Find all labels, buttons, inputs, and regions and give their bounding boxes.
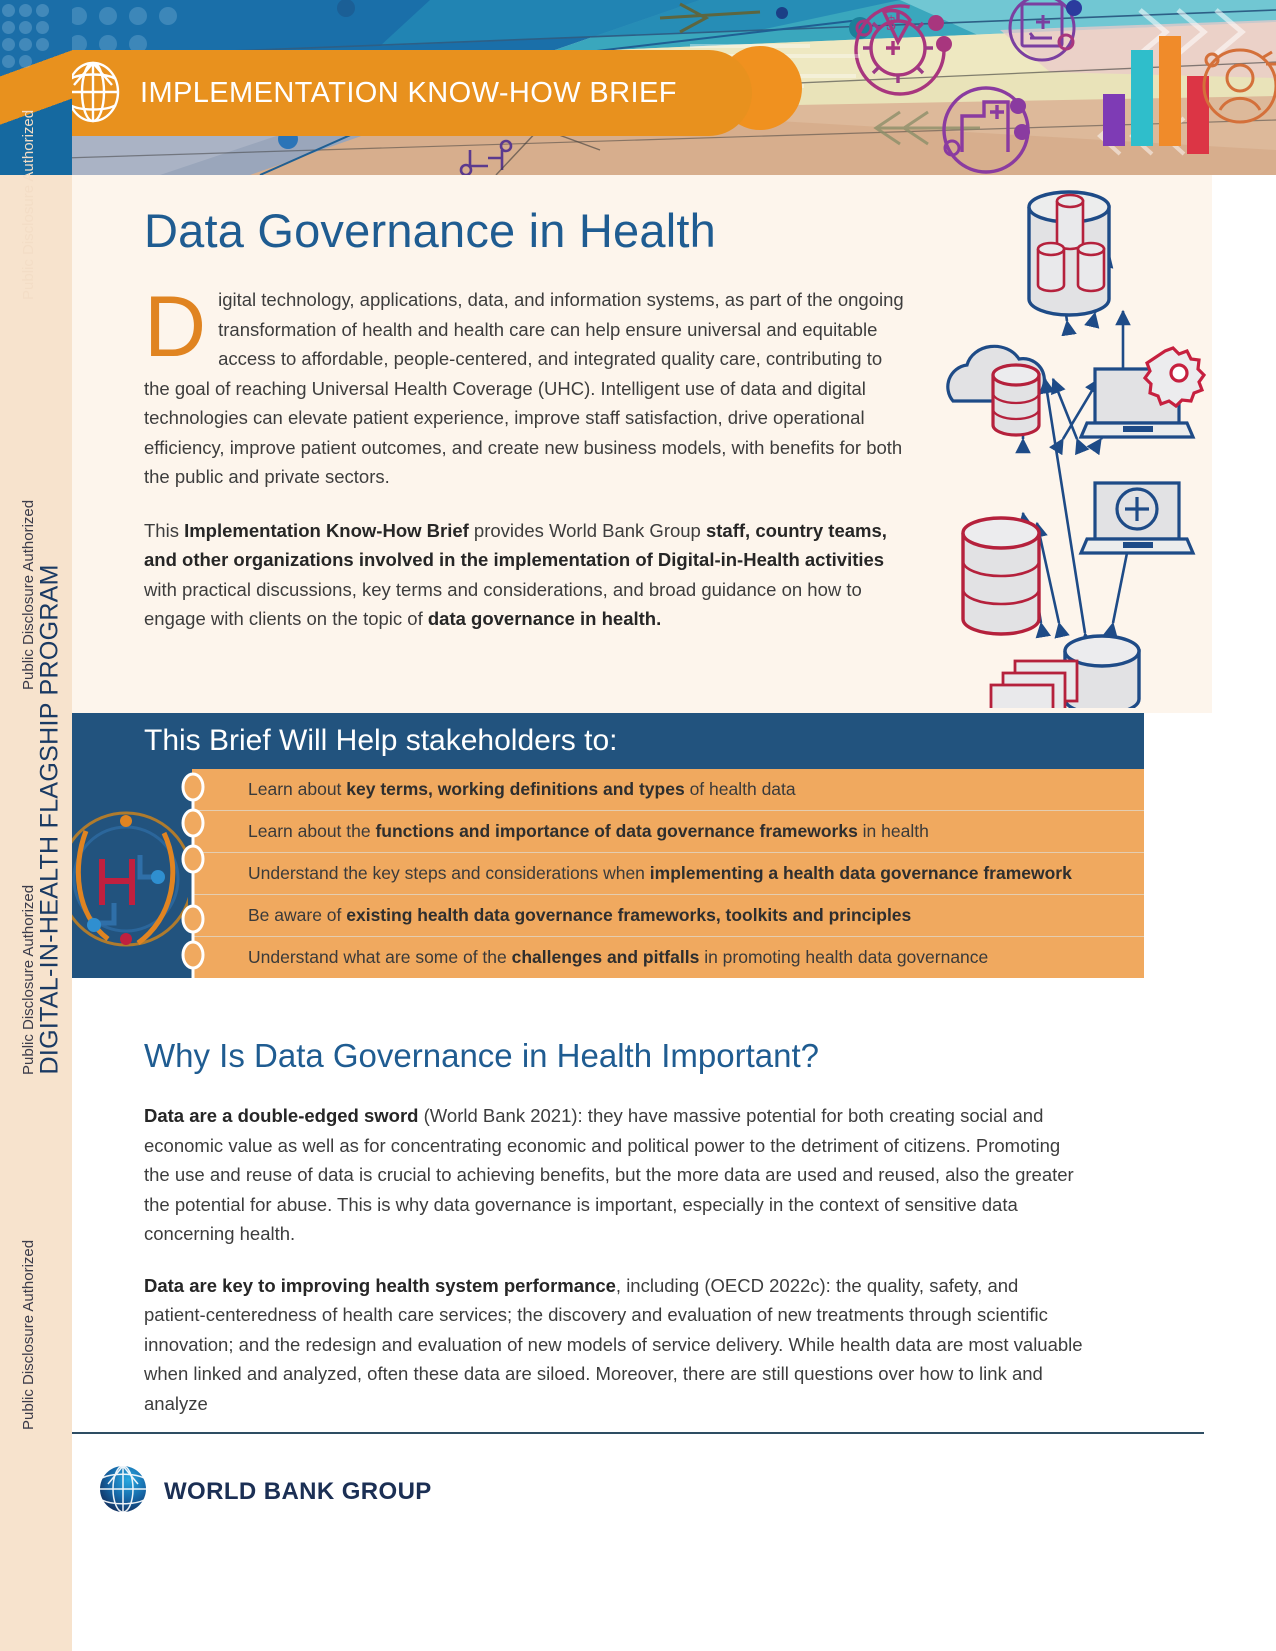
item-text-pre: Learn about the xyxy=(248,821,376,841)
brief-objectives-callout xyxy=(72,713,1144,978)
p2-bold-2: staff, country teams, and other organizations involved in the implementation of Digital-in-Health activities xyxy=(144,519,887,570)
item-text-bold: implementing a health data governance framework xyxy=(649,863,1072,883)
siloed-database-icon xyxy=(963,518,1039,634)
header-banner xyxy=(0,0,1276,175)
why-important-section xyxy=(144,1037,1084,1436)
data-governance-network-diagram xyxy=(917,183,1207,708)
list-item-text xyxy=(248,818,929,845)
item-text-bold: challenges and pitfalls xyxy=(511,947,700,967)
page-title: Data Governance in Health xyxy=(144,204,716,257)
list-item xyxy=(192,936,1144,978)
item-text-pre: Be aware of xyxy=(248,905,347,925)
list-item xyxy=(192,810,1144,852)
disclosure-stamp: Public Disclosure Authorized xyxy=(20,109,37,300)
brief-title-pill xyxy=(52,50,752,136)
p2-bold-3: data governance in health. xyxy=(427,608,662,629)
item-text-pre: Understand the key steps and considerations when xyxy=(248,863,650,883)
intro-paragraph-1-text: igital technology, applications, data, and information systems, as part of the ongoing transformation of health and health care can help ensure universal and equitable access to affordable, people-centered, and integrated quality care, contributing to the goal of reaching Universal Health Coverage (UHC). Intelligent use of data and digital technologies can elevate patient experience, improve staff satisfaction, drive operational efficiency, improve patient outcomes, and create new business models, with benefits for both the public and private sectors. xyxy=(144,289,904,487)
intro-text-column xyxy=(144,279,904,652)
list-item xyxy=(192,894,1144,936)
list-item-text xyxy=(248,776,796,803)
section-paragraph-1 xyxy=(144,1101,1084,1249)
section-heading: Why Is Data Governance in Health Important? xyxy=(144,1037,819,1074)
list-item-text xyxy=(248,902,911,929)
svg-text:$: $ xyxy=(886,13,896,35)
records-archive-icon xyxy=(991,636,1139,708)
paragraph-text: , including (OECD 2022c): the quality, safety, and patient-centeredness of health care services; the discovery and evaluation of new treatments through scientific innovation; and the redesign and evaluation of new models of service delivery. While health data are most valuable when linked and analyzed, often these data are siloed. Moreover, there are still questions over how to link and analyze xyxy=(144,1274,1083,1414)
organization-name: WORLD BANK GROUP xyxy=(164,1477,432,1505)
section-paragraph-2 xyxy=(144,1271,1084,1419)
paragraph-lead-bold: Data are a double-edged sword xyxy=(144,1105,419,1126)
item-text-post: in health xyxy=(857,821,929,841)
world-bank-group-globe-icon xyxy=(96,1462,150,1521)
paragraph-lead-bold: Data are key to improving health system performance xyxy=(144,1274,616,1296)
p2-text-3: with practical discussions, key terms and considerations, and broad guidance on how to engage with clients on the topic of xyxy=(144,578,862,629)
footer xyxy=(96,1462,432,1521)
document-content xyxy=(72,175,1276,1651)
p2-text-2: provides World Bank Group xyxy=(468,519,706,541)
item-text-post: of health data xyxy=(684,779,796,799)
brief-title-text: IMPLEMENTATION KNOW-HOW BRIEF xyxy=(140,76,677,109)
list-item-text xyxy=(248,860,1072,887)
list-item-text xyxy=(248,944,988,971)
item-text-bold: functions and importance of data governance frameworks xyxy=(375,821,858,841)
left-sidebar xyxy=(0,0,72,1651)
footer-divider xyxy=(72,1432,1204,1434)
sidebar-dot-pattern xyxy=(2,4,48,124)
cloud-database-icon xyxy=(993,365,1039,435)
intro-paragraph-1 xyxy=(144,279,904,492)
item-text-bold: existing health data governance frameworks, toolkits and principles xyxy=(346,905,912,925)
paragraph-text: (World Bank 2021): they have massive potential for both creating social and economic value as well as for concentrating economic and political power to the detriment of citizens. Promoting the use and reuse of data is crucial to achieving benefits, but the more data are used and reused, also the greater the potential for abuse. This is why data governance is important, especially in the context of sensitive data concerning health. xyxy=(144,1105,1074,1244)
item-text-pre: Understand what are some of the xyxy=(248,947,512,967)
objectives-list xyxy=(192,769,1144,978)
disclosure-stamp: Public Disclosure Authorized xyxy=(20,1239,37,1430)
callout-header xyxy=(72,713,1144,769)
p2-bold-1: Implementation Know-How Brief xyxy=(184,519,469,541)
list-item xyxy=(192,852,1144,894)
disclosure-stamp: Public Disclosure Authorized xyxy=(20,499,37,690)
intro-paragraph-2 xyxy=(144,516,904,634)
callout-body xyxy=(72,769,1144,978)
digital-in-health-emblem-icon xyxy=(72,769,192,978)
item-text-post: in promoting health data governance xyxy=(699,947,989,967)
laptop-health-icon xyxy=(1081,483,1193,553)
drop-cap: D xyxy=(144,279,207,375)
p2-text-1: This xyxy=(144,519,185,541)
callout-heading: This Brief Will Help stakeholders to: xyxy=(144,724,618,757)
item-text-bold: key terms, working definitions and types xyxy=(346,779,685,799)
program-label: DIGITAL-IN-HEALTH FLAGSHIP PROGRAM xyxy=(35,564,64,1075)
list-item xyxy=(192,769,1144,810)
item-text-pre: Learn about xyxy=(248,779,347,799)
disclosure-stamp: Public Disclosure Authorized xyxy=(20,884,37,1075)
central-database-icon xyxy=(1029,192,1109,315)
